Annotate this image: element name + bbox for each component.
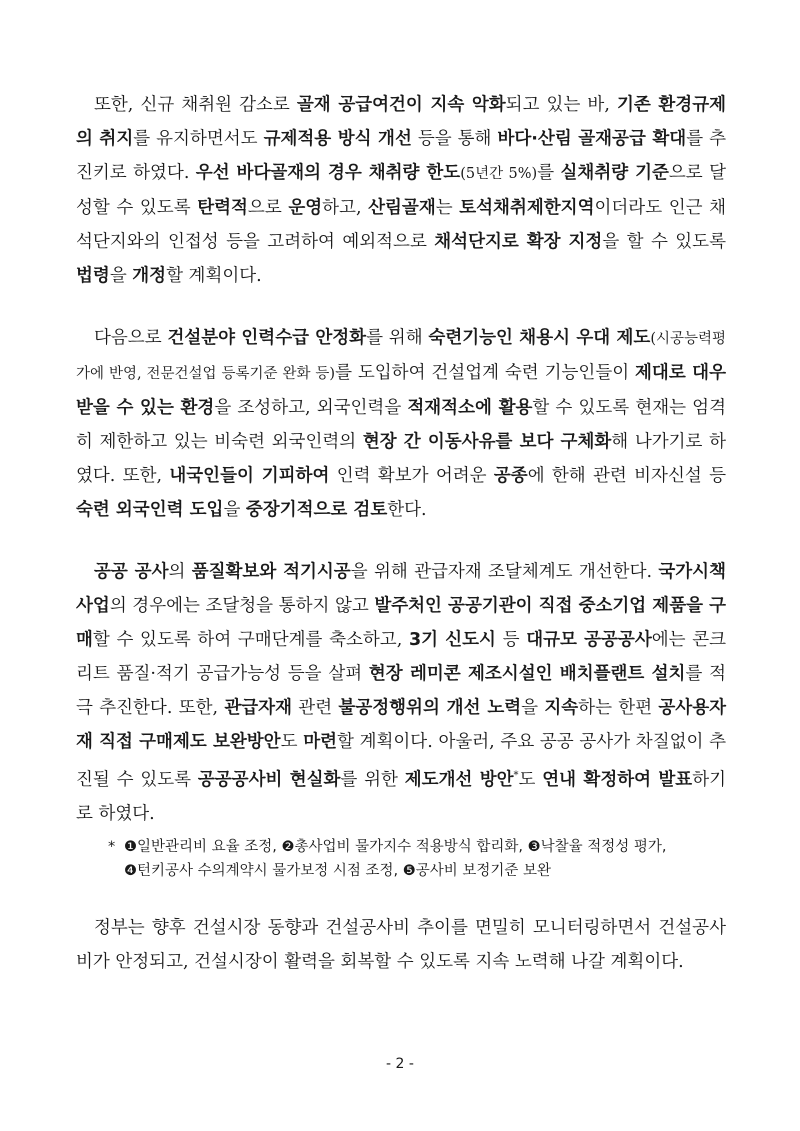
body-text: 되고 있는 바,: [505, 95, 617, 115]
document-body: [76, 88, 726, 979]
footnote-reference: *: [513, 770, 519, 781]
emphasis-text: 건설분야 인력수급 안정화: [167, 328, 367, 348]
body-text: 한다.: [387, 500, 427, 520]
emphasis-text: 기존 환경규제의 취지: [76, 95, 726, 149]
emphasis-text: 제대로 대우받을 수 있는 환경: [76, 363, 726, 418]
body-text: 이더라도 인근 채석단지와의 인접성 등을 고려하여 예외적으로: [76, 198, 726, 252]
body-text: 관련: [292, 698, 339, 718]
body-text: 으로 달성할 수 있도록: [76, 163, 727, 218]
body-text: 도: [518, 769, 543, 790]
emphasis-text: 공공공사비 현실화: [197, 769, 341, 790]
emphasis-text: 현장 레미콘 제조시설인 배치플랜트 설치: [368, 664, 686, 684]
body-text: 할 수 있도록 하여 구매단계를 축소하고,: [92, 630, 409, 650]
emphasis-text: 우선 바다골재의 경우 채취량 한도: [195, 163, 461, 183]
emphasis-text: 국가시책사업: [76, 562, 726, 616]
body-text: 으로: [247, 198, 289, 218]
emphasis-text: 공공 공사: [94, 562, 169, 582]
body-text: 을: [521, 698, 545, 718]
paragraph-workforce: [76, 321, 726, 527]
body-text: 을 조성하고, 외국인력을: [214, 398, 408, 418]
emphasis-text: 공종: [493, 466, 528, 486]
body-text: 를 도입하여 건설업계 숙련 기능인들이: [335, 363, 636, 383]
body-text: 을: [223, 500, 246, 520]
emphasis-text: 토석채취제한지역: [459, 198, 595, 218]
body-text: 를 유지하면서도: [133, 129, 264, 149]
body-text: 를 위해: [366, 328, 429, 348]
emphasis-text: 규제적용 방식 개선: [263, 129, 412, 149]
emphasis-text: 제도개선 방안: [404, 769, 514, 790]
paragraph-public-procurement: [76, 555, 726, 831]
emphasis-text: 골재 공급여건이 지속 악화: [296, 95, 506, 115]
footnote-marker: *: [108, 838, 116, 855]
body-text: 하고,: [322, 198, 369, 218]
body-text: 의 경우에는 조달청을 통하지 않고: [109, 596, 375, 616]
body-text: 는: [435, 198, 460, 218]
body-text: 등: [495, 630, 527, 650]
parenthetical-text: (시공능력평가에 반영, 전문건설업 등록기준 완화 등): [76, 331, 727, 382]
parenthetical-text: (5년간 5%): [460, 166, 538, 182]
emphasis-text: 실채취량 기준: [560, 163, 669, 183]
paragraph-aggregate-supply: [76, 88, 726, 293]
emphasis-text: 숙련기능인 채용시 우대 제도: [428, 328, 651, 348]
emphasis-text: 바다·산림 골재공급 확대: [497, 129, 687, 149]
emphasis-text: 숙련 외국인력 도입: [76, 500, 224, 520]
body-text: 를 추진키로 하였다.: [76, 129, 727, 183]
body-text: 을: [109, 266, 133, 286]
body-text: 에는 콘크리트 품질·적기 공급가능성 등을 살펴: [76, 630, 727, 684]
emphasis-text: 중장기적으로 검토: [245, 500, 388, 520]
body-text: 를 위한: [340, 769, 405, 790]
body-text: 할 수 있도록 현재는 엄격히 제한하고 있는 비숙련 외국인력의: [76, 398, 726, 452]
footnote-line-1: * ❶일반관리비 요율 조정, ❷총사업비 물가지수 적용방식 합리화, ❸낙찰율 적정성 평가,: [108, 835, 726, 859]
body-text: 해 나가기로 하였다. 또한,: [76, 432, 727, 486]
body-text: 도: [280, 732, 304, 752]
body-text: 에 한해 관련 비자신설 등: [527, 466, 726, 486]
footnote-line-2: ❹턴키공사 수의계약시 물가보정 시점 조정, ❺공사비 보정기준 보완: [124, 862, 552, 879]
emphasis-text: 공사용자재 직접 구매제도 보완방안: [76, 698, 727, 752]
paragraph-government-plan: [76, 911, 726, 979]
emphasis-text: 불공정행위의 개선 노력: [338, 698, 522, 718]
emphasis-text: 발주처인 공공기관이 직접 중소기업 제품을 구매: [76, 596, 727, 650]
emphasis-text: 내국인들이 기피하여: [169, 466, 330, 486]
body-text: 등을 통해: [411, 129, 498, 149]
emphasis-text: 탄력적: [197, 198, 248, 218]
body-text: 할 계획이다. 아울러, 주요 공공 공사가 차질없이 추진될 수 있도록: [76, 732, 726, 790]
emphasis-text: 3기 신도시: [408, 630, 496, 650]
emphasis-text: 대규모 공공공사: [526, 630, 652, 650]
body-text: 인력 확보가 어려운: [329, 466, 494, 486]
body-text: 을 할 수 있도록: [602, 232, 726, 252]
body-text: 정부는 향후 건설시장 동향과 건설공사비 추이를 면밀히 모니터링하면서 건설공사비가 안정되고, 건설시장이 활력을 회복할 수 있도록 지속 노력해 나갈 계획이다.: [76, 917, 726, 972]
body-text: 할 계획이다.: [166, 266, 262, 286]
emphasis-text: 개정: [132, 266, 167, 286]
emphasis-text: 운영: [288, 198, 323, 218]
emphasis-text: 지속: [544, 698, 579, 718]
emphasis-text: 현장 간 이동사유를 보다 구체화: [362, 432, 612, 452]
emphasis-text: 관급자재: [224, 698, 292, 718]
body-text: 를: [537, 163, 561, 183]
body-text: 하는 한편: [578, 698, 659, 718]
body-text: 를 적극 추진한다. 또한,: [76, 664, 727, 718]
emphasis-text: 품질확보와 적기시공: [191, 562, 351, 582]
emphasis-text: 법령: [76, 266, 110, 286]
emphasis-text: 마련: [303, 732, 337, 752]
emphasis-text: 채석단지로 확장 지정: [434, 232, 603, 252]
body-text: 하기로 하였다.: [76, 769, 726, 824]
footnote: [108, 835, 726, 883]
emphasis-text: 산림골재: [368, 198, 436, 218]
body-text: 또한, 신규 채취원 감소로: [94, 95, 297, 115]
emphasis-text: 연내 확정하여 발표: [542, 769, 693, 790]
page-number: - 2 -: [386, 1056, 414, 1072]
body-text: 다음으로: [94, 328, 168, 348]
body-text: 을 위해 관급자재 조달체계도 개선한다.: [350, 562, 659, 582]
body-text: 의: [168, 562, 192, 582]
emphasis-text: 적재적소에 활용: [407, 398, 533, 418]
